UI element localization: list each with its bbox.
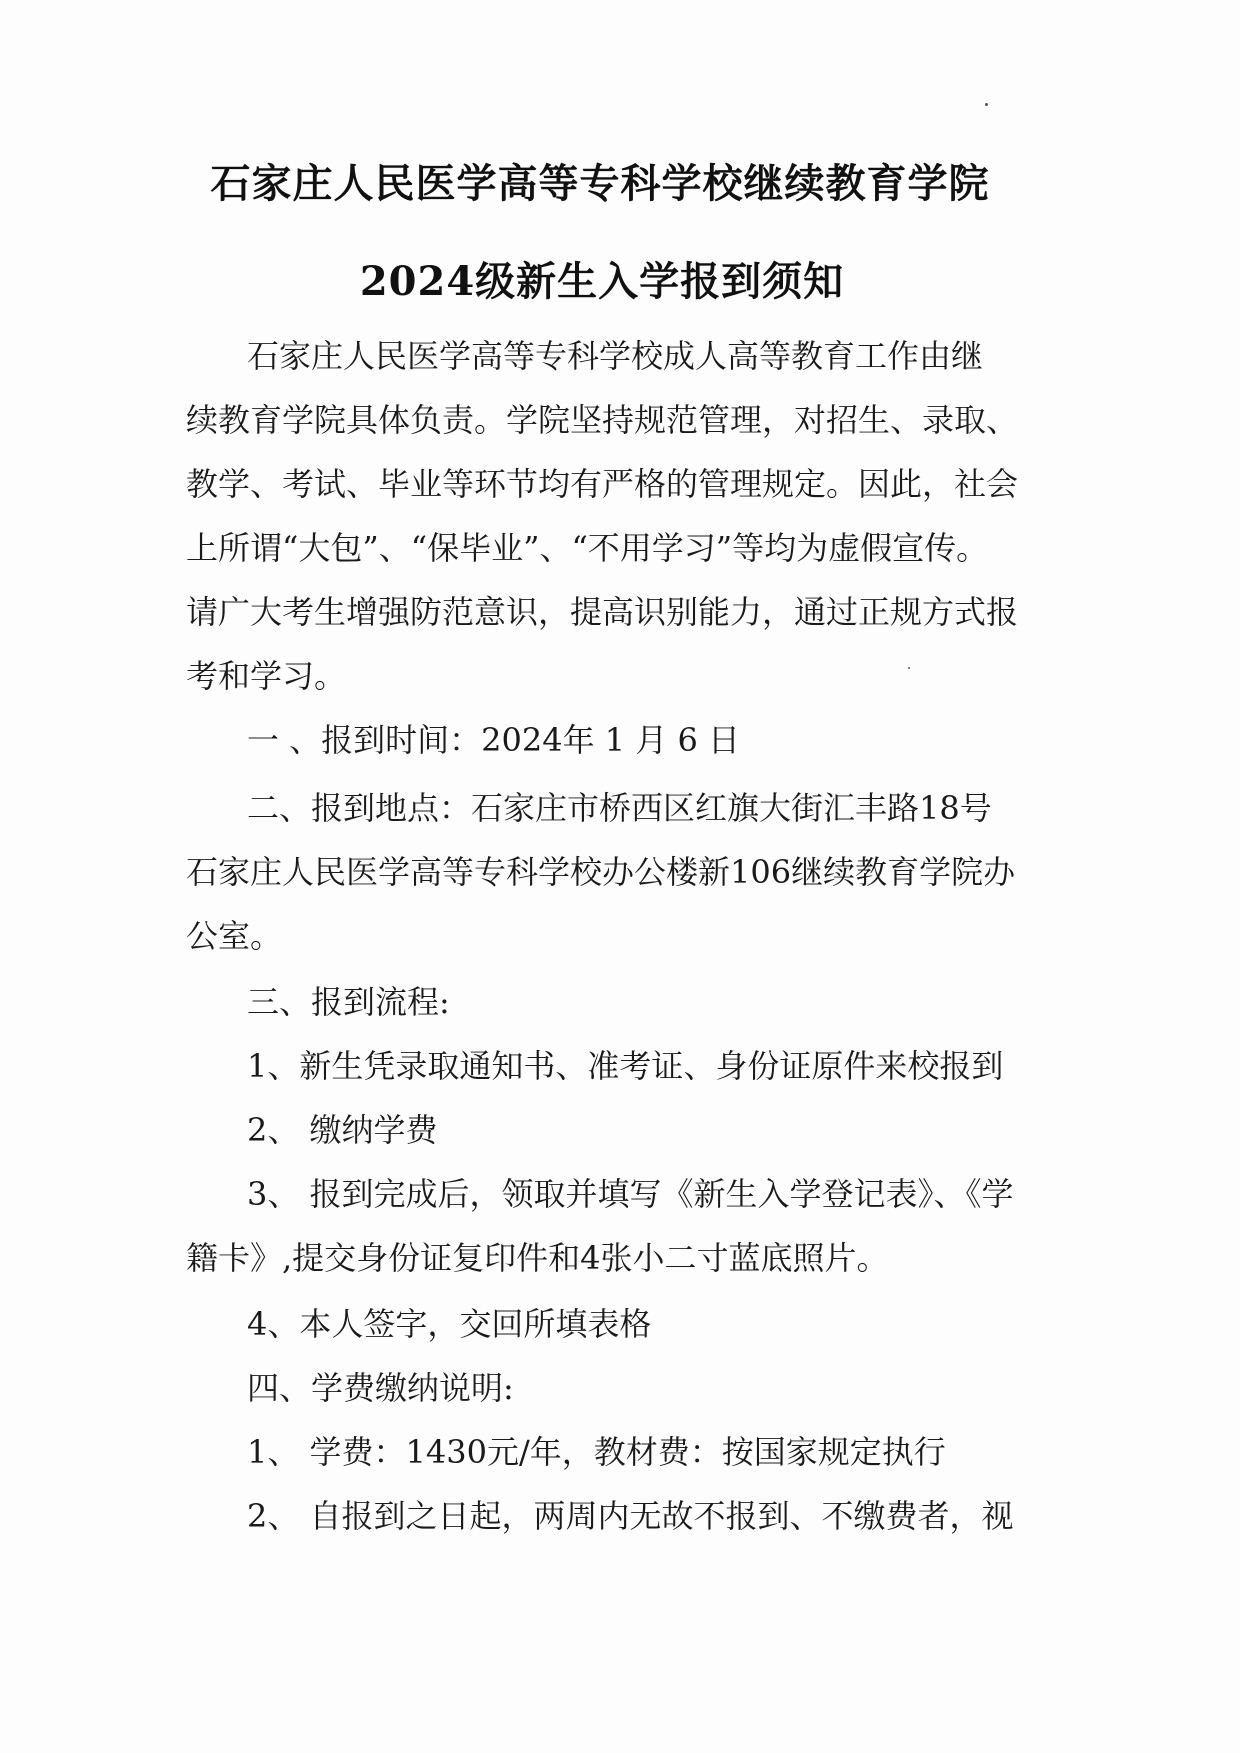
list-item: 2、 自报到之日起，两周内无故不报到、不缴费者，视 [247,1497,1014,1535]
list-item: 2、 缴纳学费 [247,1111,438,1149]
intro-line: 考和学习。 [186,657,347,695]
document-title-line-2: 2024级新生入学报到须知 [359,258,845,305]
section-registration-location: 公室。 [186,917,283,955]
document-title-line-1: 石家庄人民医学高等专科学校继续教育学院 [210,160,990,207]
list-item: 3、 报到完成后，领取并填写《新生入学登记表》、《学 [247,1175,1014,1213]
section-heading: 三、报到流程: [247,983,450,1021]
intro-line: 上所谓“大包”、“保毕业”、“不用学习”等均为虚假宣传。 [186,529,989,567]
section-registration-location: 二、报到地点：石家庄市桥西区红旗大街汇丰路18号 [247,789,992,827]
list-item: 1、新生凭录取通知书、准考证、身份证原件来校报到 [247,1047,1004,1085]
list-item: 1、 学费：1430元/年，教材费：按国家规定执行 [247,1433,946,1471]
list-item: 4、本人签字，交回所填表格 [247,1305,652,1343]
section-registration-time: 一 、报到时间：2024年 1 月 6 日 [247,721,741,759]
intro-line: 石家庄人民医学高等专科学校成人高等教育工作由继 [247,337,984,375]
section-heading: 四、学费缴纳说明: [247,1369,514,1407]
scan-speck [985,103,988,106]
intro-line: 教学、考试、毕业等环节均有严格的管理规定。因此，社会 [186,465,1019,503]
section-registration-location: 石家庄人民医学高等专科学校办公楼新106继续教育学院办 [186,853,1016,891]
scan-speck [908,667,910,669]
list-item: 籍卡》,提交身份证复印件和4张小二寸蓝底照片。 [186,1239,889,1277]
intro-line: 请广大考生增强防范意识，提高识别能力，通过正规方式报 [186,593,1019,631]
intro-line: 续教育学院具体负责。学院坚持规范管理，对招生、录取、 [186,401,1019,439]
